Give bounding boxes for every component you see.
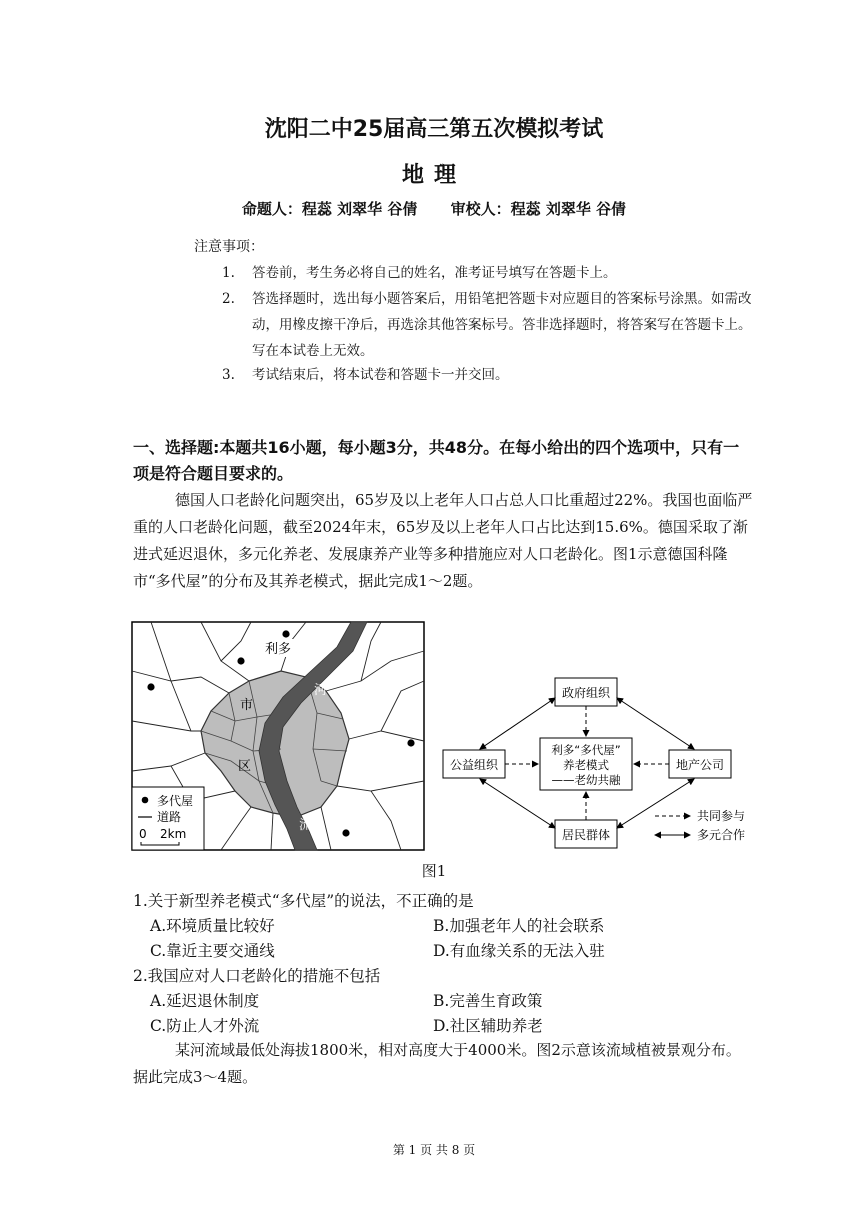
multigen-house-marker <box>147 683 154 690</box>
label-charity: 公益组织 <box>449 758 499 772</box>
question-option: B.完善生育政策 <box>433 992 543 1010</box>
scale-km: 2km <box>160 827 187 841</box>
setter-credit: 命题人：程蕊 刘翠华 谷倩 <box>241 200 418 218</box>
authors-line <box>0 198 868 219</box>
legend-house-symbol <box>142 797 149 804</box>
label-residents: 居民群体 <box>561 828 611 842</box>
page-footer: 第 1 页 共 8 页 <box>392 1143 476 1157</box>
notice-item <box>222 286 782 364</box>
pension-model-diagram <box>438 668 760 858</box>
notice-item <box>222 260 782 286</box>
label-river-he: 河 <box>314 683 328 698</box>
notice-item-text: 考试结束后，将本试卷和答题卡一并交回。 <box>252 367 509 383</box>
question-stem: 2.我国应对人口老龄化的措施不包括 <box>133 967 381 985</box>
center-line-1: 利多“多代屋” <box>551 743 621 757</box>
cologne-map <box>131 621 425 851</box>
label-government: 政府组织 <box>561 686 611 700</box>
question-option: A.延迟退休制度 <box>150 992 260 1010</box>
question-option: D.社区辅助养老 <box>433 1017 543 1035</box>
notice-item <box>222 362 782 388</box>
question-option: B.加强老年人的社会联系 <box>433 917 605 935</box>
figure-caption: 图1 <box>421 862 447 880</box>
notice-item-number: 2. <box>222 291 235 307</box>
intro-paragraph: 德国人口老龄化问题突出，65岁及以上老年人口占总人口比重超过22%。我国也面临严重的人口老龄化问题，截至2024年末，65岁及以上老年人口占比达到15.6%。德国采取了渐进式延迟退休，多元化养老、发展康养产业等多种措施应对人口老龄化。图1示意德国科隆市“多代屋”的分布及其养老模式，据此完成1～2题。 <box>133 491 753 590</box>
subject-title: 地理 <box>401 163 466 188</box>
notice-item-text: 答卷前，考生务必将自己的姓名，准考证号填写在答题卡上。 <box>252 265 617 281</box>
notice-item-number: 1. <box>222 265 235 281</box>
question-stem: 1.关于新型养老模式“多代屋”的说法，不正确的是 <box>133 892 474 910</box>
scale-zero: 0 <box>139 827 147 841</box>
section-heading: 一、选择题:本题共16小题，每小题3分，共48分。在每小给出的四个选项中，只有一项是符合题目要求的。 <box>133 438 740 483</box>
exam-title: 沈阳二中25届高三第五次模拟考试 <box>264 117 604 142</box>
legend-solid-label: 多元合作 <box>697 828 746 842</box>
legend-dashed-label: 共同参与 <box>697 809 746 823</box>
question-option: D.有血缘关系的无法入驻 <box>433 942 605 960</box>
label-realestate: 地产公司 <box>675 758 725 772</box>
paragraph-2: 某河流域最低处海拔1800米，相对高度大于4000米。图2示意该流域植被景观分布。据此完成3～4题。 <box>133 1041 741 1086</box>
question-option: C.防止人才外流 <box>150 1017 260 1035</box>
question-option: A.环境质量比较好 <box>150 917 275 935</box>
label-district: 区 <box>238 759 252 774</box>
legend-house-label: 多代屋 <box>157 794 194 808</box>
multigen-house-marker <box>237 657 244 664</box>
multigen-house-marker <box>282 630 289 637</box>
notice-item-number: 3. <box>222 367 235 383</box>
legend-road-label: 道路 <box>157 810 182 824</box>
notice-item-text: 答选择题时，选出每小题答案后，用铅笔把答题卡对应题目的答案标号涂黑。如需改动，用橡皮擦干净后，再选涂其他答案标号。答非选择题时，将答案写在答题卡上。写在本试卷上无效。 <box>252 291 752 359</box>
question-option: C.靠近主要交通线 <box>150 942 275 960</box>
center-line-3: ——老幼共融 <box>551 773 621 787</box>
notice-title: 注意事项： <box>194 239 264 255</box>
multigen-house-marker <box>342 829 349 836</box>
label-city: 市 <box>240 698 254 713</box>
multigen-house-marker <box>407 739 414 746</box>
label-river-liu: 流 <box>299 818 313 833</box>
label-lido: 利多 <box>265 642 292 657</box>
reviewer-credit: 审校人：程蕊 刘翠华 谷倩 <box>450 200 627 218</box>
center-line-2: 养老模式 <box>563 758 609 772</box>
